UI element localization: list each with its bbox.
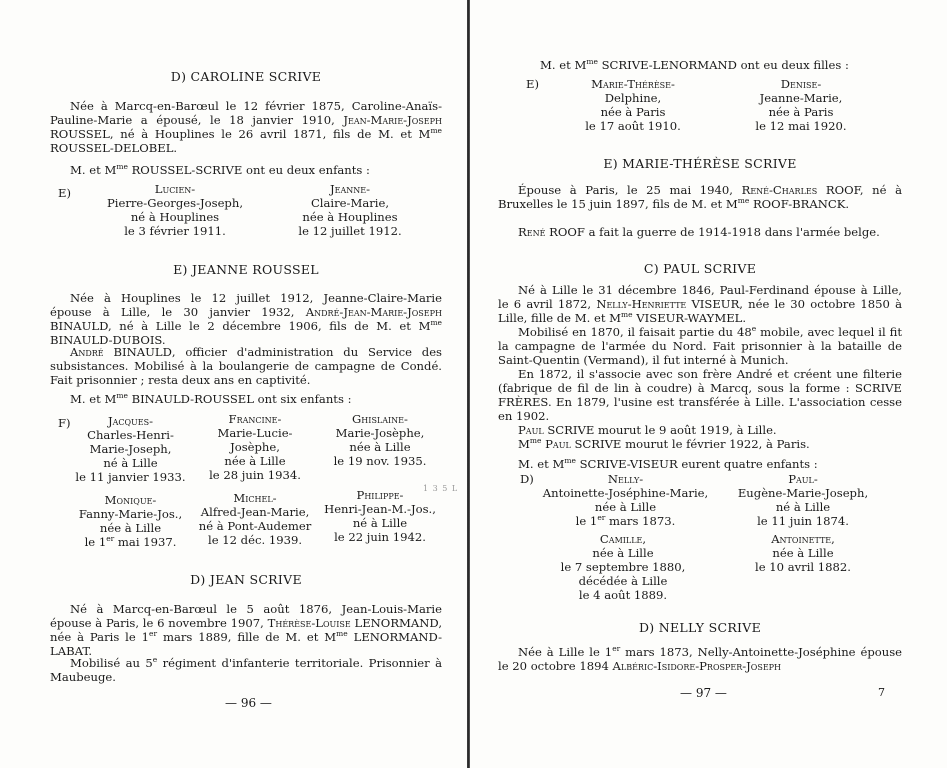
heading-nelly-scrive: D) NELLY SCRIVE [638,620,762,635]
paul-death: Paul SCRIVE mourut le 9 août 1919, à Lille. [518,423,777,437]
library-stamp: 1 3 5 L [423,484,459,493]
generation-label: E) [58,186,71,200]
child-lucien: Lucien- Pierre-Georges-Joseph, né à Houplines le 3 février 1911. [106,182,244,238]
heading-caroline-scrive: D) CAROLINE SCRIVE [170,69,322,84]
paul-wife-death: $M^{me}$ Paul SCRIVE mourut le février 1922, à Paris. [518,436,810,451]
heading-marie-therese-scrive: E) MARIE-THÉRÈSE SCRIVE [603,156,797,171]
child-francine: Francine- Marie-Lucie- Josèphe, née à Lille le 28 juin 1934. [209,412,301,482]
heading-jeanne-roussel: E) JEANNE ROUSSEL [173,262,319,277]
jeanne-paragraph: Née à Houplines le 12 juillet 1912, Jeanne-Claire-Marie épouse à Lille, le 30 janvier 1932, André-Jean-Marie-Joseph BINAULD, né à Lille le 2 décembre 1906, fils de M. et $M^{me}$ BINAULD-DUBOIS. [50,291,442,347]
right-page [498,0,902,768]
rene-roof-paragraph: René ROOF a fait la guerre de 1914-1918 dans l'armée belge. [518,225,880,239]
heading-paul-scrive: C) PAUL SCRIVE [643,261,757,276]
paul-paragraph: Né à Lille le 31 décembre 1846, Paul-Ferdinand épouse à Lille, le 6 avril 1872, Nelly-Henriette VISEUR, née le 30 octobre 1850 à Lille, fille de M. et $M^{me}$ VISEUR-WAYMEL. [498,283,902,325]
child-marie-therese: Marie-Thérèse- Delphine, née à Paris le 17 août 1910. [585,77,681,133]
child-michel: Michel- Alfred-Jean-Marie, né à Pont-Audemer le 12 déc. 1939. [198,491,312,547]
child-philippe: Philippe- Henri-Jean-M.-Jos., né à Lille le 22 juin 1942. [324,488,436,544]
paul-mobilisation: Mobilisé en 1870, il faisait partie du 48e mobile, avec lequel il fit la campagne de l'armée du Nord. Fait prisonnier à la bataille de Saint-Quentin (Vermand), il fut interné à Munich. [498,324,903,367]
child-ghislaine: Ghislaine- Marie-Josèphe, née à Lille le 19 nov. 1935. [333,412,427,468]
child-paul: Paul- Eugène-Marie-Joseph, né à Lille le 11 juin 1874. [737,472,869,528]
nelly-paragraph: Née à Lille le 1er mars 1873, Nelly-Antoinette-Joséphine épouse le 20 octobre 1894 Albéric-Isidore-Prosper-Joseph [498,644,903,673]
page-number-97: — 97 — [680,686,727,700]
marie-therese-paragraph: Épouse à Paris, le 25 mai 1940, René-Charles ROOF, né à Bruxelles le 15 juin 1897, fils de M. et $M^{me}$ ROOF-BRANCK. [498,183,902,211]
child-nelly: Nelly- Antoinette-Joséphine-Marie, née à Lille le 1er mars 1873. [542,472,709,528]
jean-paragraph: Né à Marcq-en-Barœul le 5 août 1876, Jean-Louis-Marie épouse à Paris, le 6 novembre 1907, Thérèse-Louise LENORMAND, née à Paris le 1er mars 1889, fille de M. et $M^{me}$ LENORMAND-LABAT. [50,602,442,658]
child-antoinette: Antoinette, née à Lille le 10 avril 1882. [755,532,851,574]
child-jacques: Jacques- Charles-Henri- Marie-Joseph, né à Lille le 11 janvier 1933. [75,414,186,484]
paul-scrive-freres: En 1872, il s'associe avec son frère André et créent une filterie (fabrique de fil de lin à coudre) à Marcq, sous la forme : SCRIVE FRÈRES. En 1879, l'usine est transférée à Lille. L'association cesse en 1902. [498,367,902,423]
generation-label: E) [526,77,539,91]
child-jeanne: Jeanne- Claire-Marie, née à Houplines le 12 juillet 1912. [298,182,402,238]
child-camille: Camille, née à Lille le 7 septembre 1880, décédée à Lille le 4 août 1889. [560,532,686,602]
generation-label: D) [520,472,534,486]
andre-binauld-paragraph: André BINAULD, officier d'administration du Service des subsistances. Mobilisé à la boulangerie de campagne de Condé. Fait prisonnier ; resta deux ans en captivité. [50,345,443,387]
child-denise: Denise- Jeanne-Marie, née à Paris le 12 mai 1920. [755,77,847,133]
heading-jean-scrive: D) JEAN SCRIVE [190,572,302,587]
viseur-children-intro: M. et $M^{me}$ SCRIVE-VISEUR eurent quatre enfants : [518,456,818,471]
left-page [50,0,442,768]
binauld-roussel-children-intro: M. et $M^{me}$ BINAULD-ROUSSEL ont six enfants : [70,391,352,406]
generation-label: F) [58,416,71,430]
roussel-scrive-children-intro: M. et $M^{me}$ ROUSSEL-SCRIVE ont eu deux enfants : [70,162,370,177]
caroline-paragraph: Née à Marcq-en-Barœul le 12 février 1875, Caroline-Anaïs-Pauline-Marie a épousé, le 18 janvier 1910, Jean-Marie-Joseph ROUSSEL, né à Houplines le 26 avril 1871, fils de M. et $M^{me}$ ROUSSEL-DELOBEL. [50,99,442,155]
lenormand-children-intro: M. et $M^{me}$ SCRIVE-LENORMAND ont eu deux filles : [540,57,849,72]
page-number-96: — 96 — [225,696,272,710]
book-gutter [467,0,470,768]
signature-mark: 7 [878,686,885,699]
child-monique: Monique- Fanny-Marie-Jos., née à Lille le 1er mai 1937. [78,493,183,549]
jean-mobilisation: Mobilisé au 5e régiment d'infanterie territoriale. Prisonnier à Maubeuge. [50,655,442,684]
